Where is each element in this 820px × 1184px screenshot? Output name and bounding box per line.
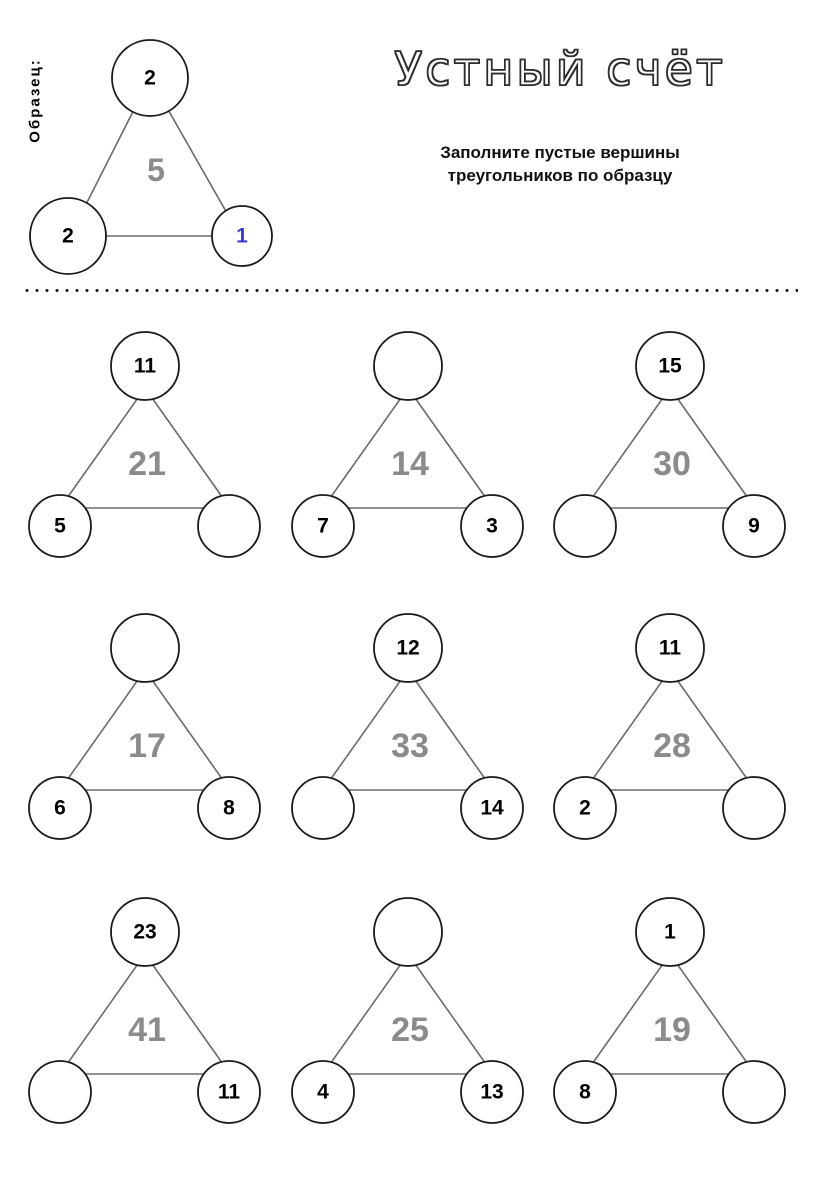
node-top-value: 11 [658, 636, 682, 660]
node-right-value: 13 [480, 1080, 504, 1104]
node-right-value: 3 [486, 514, 498, 538]
center-value: 21 [128, 445, 166, 483]
puzzle-triangle-2 [268, 318, 543, 568]
puzzle-triangle-5 [268, 600, 543, 850]
node-right-value: 8 [223, 796, 235, 820]
example-triangle-svg [10, 18, 295, 268]
center-value: 5 [147, 152, 165, 188]
node-left-value: 2 [62, 224, 74, 248]
node-right-value: 1 [236, 224, 248, 248]
node-left[interactable] [554, 495, 616, 557]
divider [22, 288, 798, 293]
instructions-line-2: треугольников по образцу [447, 165, 673, 185]
node-right-value: 11 [217, 1080, 241, 1104]
center-value: 33 [391, 727, 429, 765]
center-value: 17 [128, 727, 166, 765]
node-right[interactable] [723, 777, 785, 839]
node-right[interactable] [723, 1061, 785, 1123]
node-top-value: 23 [133, 920, 157, 944]
node-top-value: 2 [144, 66, 156, 90]
node-top-value: 1 [664, 920, 676, 944]
puzzle-triangle-1 [0, 318, 275, 568]
puzzle-triangle-3 [537, 318, 812, 568]
center-value: 25 [391, 1011, 429, 1049]
center-value: 41 [128, 1011, 166, 1049]
instructions-line-1: Заполните пустые вершины [440, 143, 680, 162]
example-triangle [10, 18, 295, 268]
node-left-value: 4 [317, 1080, 329, 1104]
instructions [330, 142, 790, 188]
example-label-text: Образец: [26, 58, 44, 143]
node-top[interactable] [111, 614, 179, 682]
node-left-value: 7 [317, 514, 329, 538]
node-left[interactable] [292, 777, 354, 839]
node-left-value: 8 [579, 1080, 591, 1104]
node-right-value: 9 [748, 514, 760, 538]
node-right[interactable] [198, 495, 260, 557]
node-left-value: 2 [579, 796, 591, 820]
center-value: 30 [653, 445, 691, 483]
puzzle-triangle-4 [0, 600, 275, 850]
node-left-value: 6 [54, 796, 66, 820]
node-top-value: 15 [658, 354, 682, 378]
puzzle-triangle-9 [537, 884, 812, 1134]
puzzle-triangle-6 [537, 600, 812, 850]
node-left[interactable] [29, 1061, 91, 1123]
center-value: 28 [653, 727, 691, 765]
node-top[interactable] [374, 332, 442, 400]
node-top-value: 12 [396, 636, 420, 660]
page-title: Устный счёт [394, 42, 726, 96]
node-top[interactable] [374, 898, 442, 966]
puzzle-triangle-8 [268, 884, 543, 1134]
center-value: 19 [653, 1011, 691, 1049]
puzzle-triangle-7 [0, 884, 275, 1134]
center-value: 14 [391, 445, 429, 483]
node-top-value: 11 [133, 354, 157, 378]
node-right-value: 14 [480, 796, 504, 820]
node-left-value: 5 [54, 514, 66, 538]
